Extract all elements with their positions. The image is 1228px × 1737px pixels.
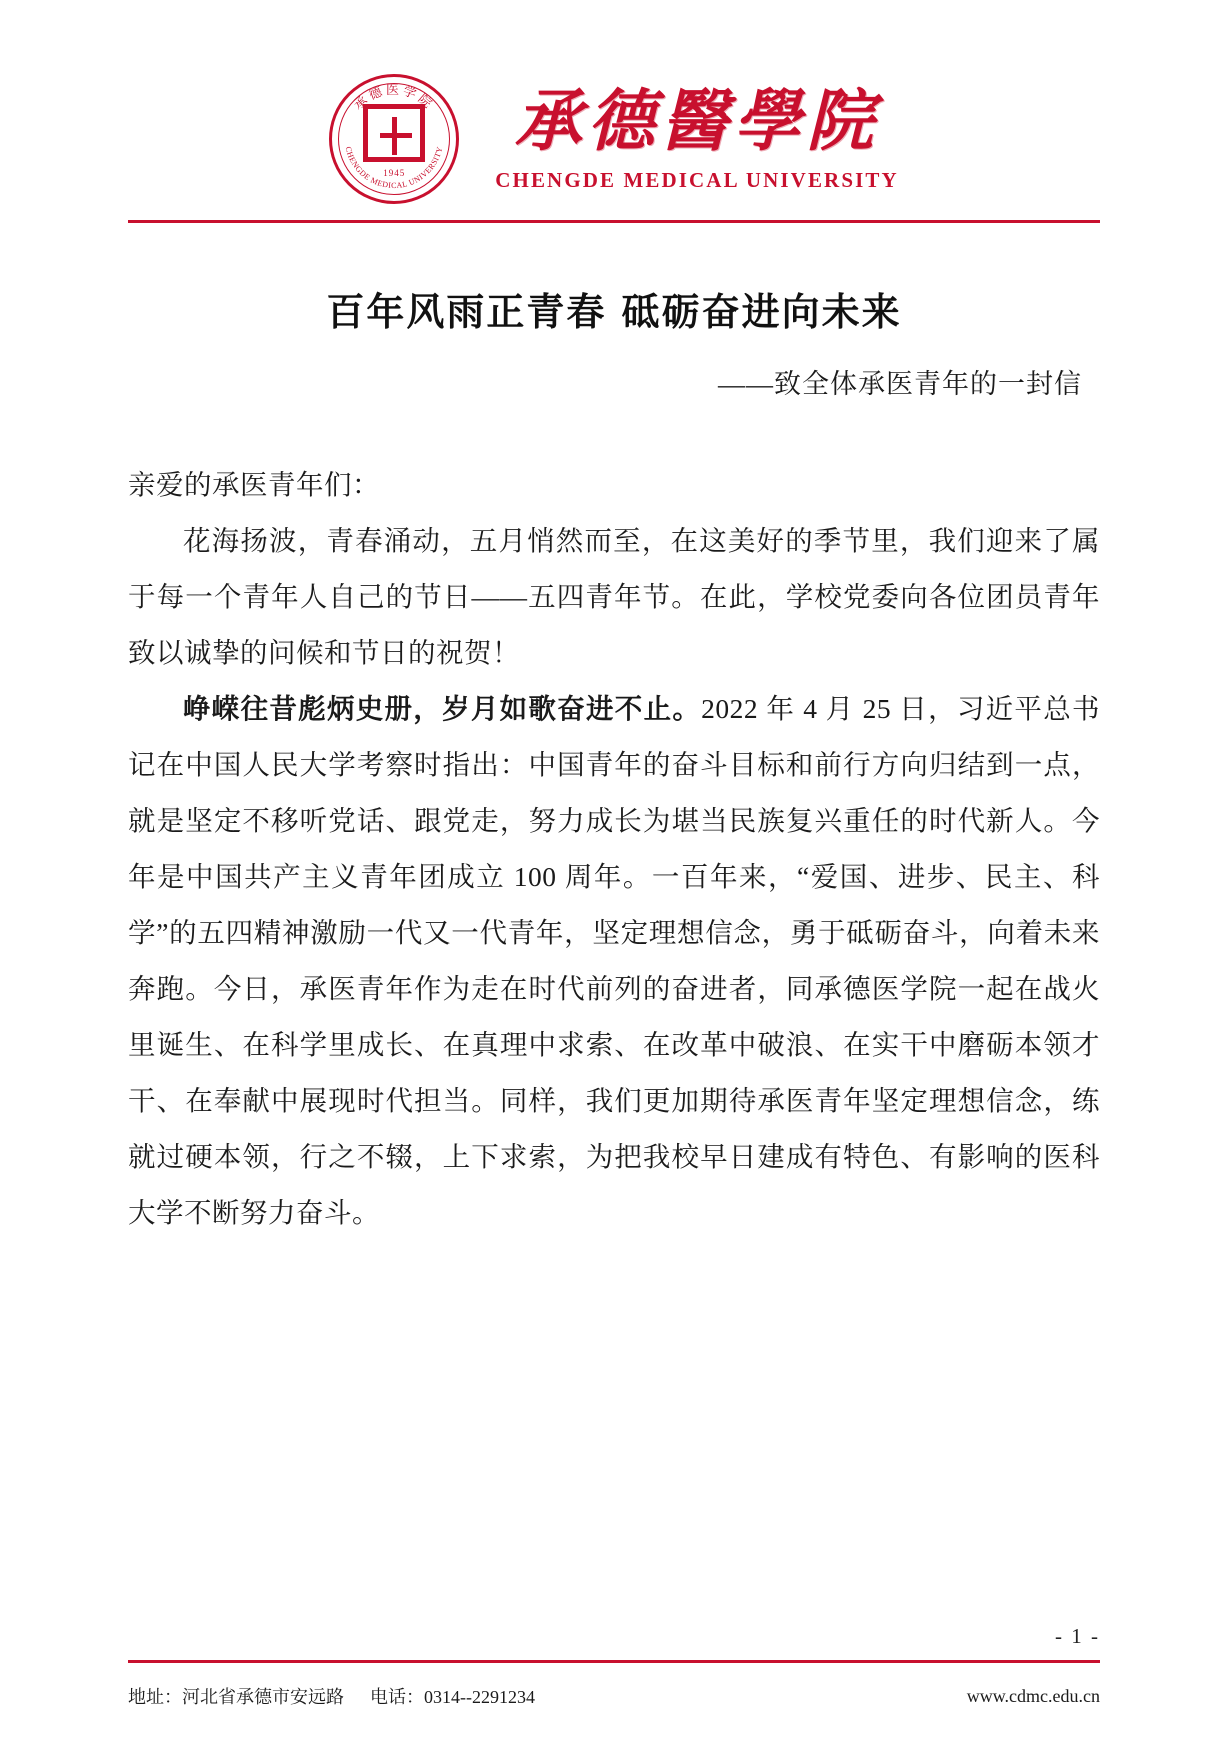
- page-number: - 1 -: [1055, 1624, 1100, 1648]
- paragraph-2-lead: 峥嵘往昔彪炳史册，岁月如歌奋进不止。: [183, 693, 702, 724]
- university-name-en: CHENGDE MEDICAL UNIVERSITY: [495, 167, 899, 192]
- letterhead: [128, 0, 1100, 204]
- paragraph-2-rest: 2022 年 4 月 25 日，习近平总书记在中国人民大学考察时指出：中国青年的奋斗目标和前行方向归结到一点，就是坚定不移听党话、跟党走，努力成长为堪当民族复兴重任的时代新人。今年是中国共产主义青年团成立 100 周年。一百年来，“爱国、进步、民主、科学”的五四精神激励一代又一代青年，坚定理想信念，勇于砥砺奋斗，向着未来奔跑。今日，承医青年作为走在时代前列的奋进者，同承德医学院一起在战火里诞生、在科学里成长、在真理中求索、在改革中破浪、在实干中磨砺本领才干、在奉献中展现时代担当。同样，我们更加期待承医青年坚定理想信念，练就过硬本领，行之不辍，上下求索，为把我校早日建成有特色、有影响的医科大学不断努力奋斗。: [128, 693, 1101, 1228]
- svg-text:承德医学院: 承德医学院: [351, 83, 437, 114]
- page-subtitle: ——致全体承医青年的一封信: [718, 369, 1082, 399]
- header-divider: [128, 220, 1100, 223]
- paragraph-2: [128, 681, 1100, 1241]
- university-crest-icon: [329, 74, 459, 204]
- crest-founding-year: 1945: [383, 168, 406, 178]
- crest-emblem: [363, 104, 425, 162]
- footer-address-label: 地址：: [128, 1687, 182, 1707]
- page-footer: [128, 1683, 1100, 1709]
- svg-text:CHENGDE MEDICAL UNIVERSITY: CHENGDE MEDICAL UNIVERSITY: [343, 145, 445, 190]
- footer-address: [128, 1683, 344, 1709]
- footer-address-value: 河北省承德市安远路: [182, 1687, 344, 1707]
- paragraph-1: 花海扬波，青春涌动，五月悄然而至，在这美好的季节里，我们迎来了属于每一个青年人自己的节日——五四青年节。在此，学校党委向各位团员青年致以诚挚的问候和节日的祝贺！: [128, 525, 1100, 668]
- footer-divider: [128, 1660, 1100, 1663]
- salutation: 亲爱的承医青年们：: [128, 469, 380, 500]
- university-name-cn: 承德醫學院: [514, 81, 880, 161]
- document-body: [128, 457, 1100, 1241]
- university-wordmark: [495, 81, 899, 192]
- footer-website[interactable]: www.cdmc.edu.cn: [966, 1685, 1100, 1706]
- footer-phone: 电话：0314--2291234: [370, 1687, 535, 1707]
- page-title: 百年风雨正青春 砥砺奋进向未来: [326, 289, 902, 334]
